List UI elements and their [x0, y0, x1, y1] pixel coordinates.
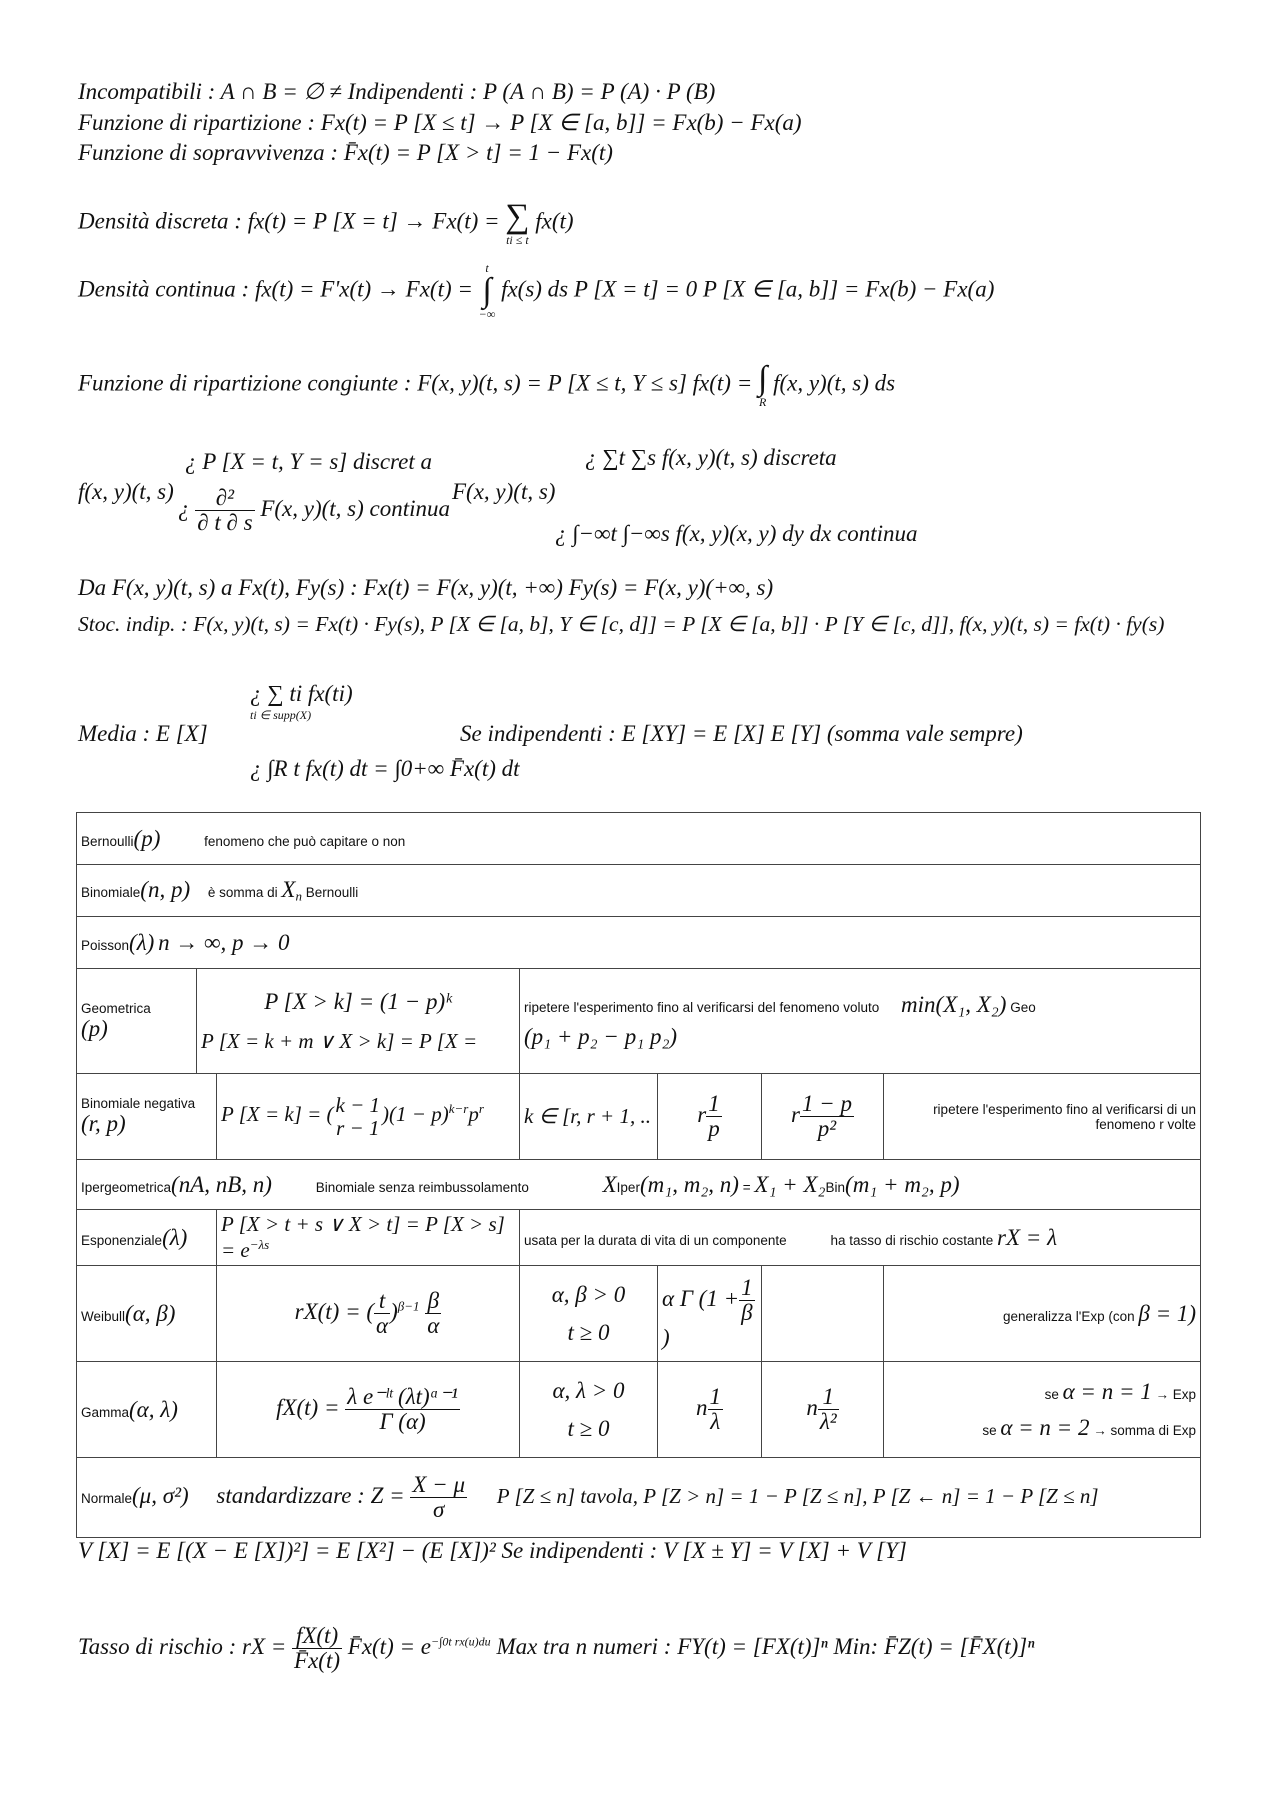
row-bernoulli	[77, 813, 1201, 865]
media-case2: ¿ ∫R t fx(t) dt = ∫0+∞ F̄x(t) dt	[250, 756, 520, 781]
gamma-mean-a: n	[696, 1394, 708, 1420]
weibull-frac1	[374, 1289, 390, 1338]
ripartizione-formula: Funzione di ripartizione : Fx(t) = P [X ≤ t] → P [X ∈ [a, b]] = Fx(b) − Fx(a)	[78, 109, 802, 135]
marginali-formula: Da F(x, y)(t, s) a Fx(t), Fy(s) : Fx(t) = F(x, y)(t, +∞) Fy(s) = F(x, y)(+∞, s)	[78, 575, 774, 600]
weibull-f-a: rX(t) =	[294, 1298, 361, 1324]
gamma-note1-a: se	[1044, 1386, 1059, 1402]
gamma-note2-b: α = n = 2	[1000, 1414, 1090, 1440]
integral-lower: R	[758, 395, 767, 409]
iper-args: (m₁, m₂, n)	[639, 1171, 739, 1197]
weibull-mean-den: β	[741, 1300, 753, 1325]
weibull-mean-a: α Γ (1 +	[662, 1285, 740, 1311]
distributions-table	[76, 812, 1201, 1538]
poisson-param: (λ)	[129, 929, 155, 955]
row-geometrica	[77, 969, 1201, 1074]
stoc-indip-formula: Stoc. indip. : F(x, y)(t, s) = Fx(t) · Fy(s), P [X ∈ [a, b], Y ∈ [c, d]] = P [X ∈ [a, b]] · P [Y ∈ [c, d]], f(x, y)(t, s) = fx(t) · fy(s)	[78, 612, 1165, 636]
integral-upper: t	[485, 261, 489, 275]
normale-name: Normale	[81, 1490, 133, 1506]
geometrica-name: Geometrica	[81, 1000, 151, 1016]
binneg-var	[762, 1074, 884, 1160]
gamma-mean-num: 1	[709, 1383, 721, 1409]
binneg-param: (r, p)	[81, 1111, 126, 1136]
tasso-max: Max tra n numeri : FY(t) = [FX(t)]ⁿ Min: F̄Z(t) = [F̄X(t)]ⁿ	[496, 1633, 1035, 1659]
normale-param: (μ, σ²)	[132, 1482, 189, 1508]
joint-f-case1: ¿ P [X = t, Y = s] discret a	[185, 449, 433, 474]
media-case1-text: ¿ ∑ ti fx(ti)	[250, 681, 353, 706]
iper-note: Binomiale senza reimbussolamento	[315, 1179, 529, 1195]
iper-name: Ipergeometrica	[81, 1179, 172, 1195]
bernoulli-param: (p)	[133, 825, 161, 851]
geometrica-param: (p)	[81, 1015, 108, 1041]
weibull-f-den2: α	[427, 1313, 440, 1338]
row-ipergeometrica	[77, 1160, 1201, 1210]
normale-std-num: X − μ	[412, 1471, 466, 1497]
binneg-var-frac	[800, 1092, 854, 1141]
iper-bin: Bin	[825, 1179, 846, 1195]
binomiale-name: Binomiale	[81, 884, 141, 900]
sum-symbol: ∑ ti ≤ t	[505, 198, 530, 247]
binneg-var-a: r	[791, 1101, 800, 1127]
binneg-pmf-sup2: r	[478, 1101, 484, 1117]
gamma-frac	[345, 1385, 460, 1434]
weibull-f-num2: β	[425, 1289, 441, 1314]
binom-bot: r − 1	[336, 1115, 380, 1140]
partial-rest: F(x, y)(t, s) continua	[260, 495, 451, 521]
normale-std-frac	[410, 1473, 467, 1522]
iper-label: Iper	[616, 1179, 640, 1195]
normale-tavola: P [Z ≤ n] tavola, P [Z > n] = 1 − P [Z ≤ n], P [Z ← n] = 1 − P [Z ≤ n]	[496, 1483, 1099, 1508]
exp-param: (λ)	[162, 1224, 188, 1250]
gamma-var-a: n	[806, 1394, 818, 1420]
binneg-mean-num: 1	[708, 1090, 720, 1116]
ripartizione-congiunte-formula	[78, 362, 895, 408]
integral-symbol: t ∫ −∞	[478, 261, 496, 321]
incompatibili-formula: Incompatibili : A ∩ B = ∅ ≠ Indipendenti : P (A ∩ B) = P (A) · P (B)	[78, 79, 716, 104]
binomiale-param: (n, p)	[140, 876, 191, 902]
gamma-f-num: λ e⁻ˡᵗ (λt)ᵅ⁻¹	[347, 1383, 458, 1409]
binneg-mean	[658, 1074, 762, 1160]
tasso-den: F̄x(t)	[294, 1648, 341, 1674]
gamma-density	[217, 1362, 520, 1458]
tasso-label: Tasso di rischio : rX =	[78, 1633, 287, 1659]
joint-f-case2: ¿ $\frac{\text{∂²}}{\partial t \partial s}$ F(x, y)(t, s) continua	[178, 485, 451, 536]
integral-lower: −∞	[478, 307, 496, 321]
binomiale-note-b: Bernoulli	[305, 884, 359, 900]
joint-f-label: f(x, y)(t, s)	[78, 479, 174, 504]
row-poisson	[77, 917, 1201, 969]
weibull-mean-num: 1	[741, 1274, 753, 1300]
tasso-rischio-formula	[78, 1624, 1034, 1673]
media-label: Media : E [X]	[78, 721, 208, 746]
poisson-name: Poisson	[81, 937, 130, 953]
binom-coef	[334, 1094, 383, 1138]
binneg-supp: k ∈ [r, r + 1, ..	[520, 1074, 658, 1160]
geometrica-min-note: Geo	[1010, 1000, 1036, 1015]
weibull-hazard: rX(t) = ( $\frac{t}{\alpha}$ )$^{\beta-1}$ $\frac{\beta}{\alpha}$	[217, 1266, 520, 1362]
sum-limit: ti ≤ t	[506, 233, 529, 247]
poisson-limit: n → ∞, p → 0	[158, 929, 290, 955]
binomiale-note-n: n	[295, 888, 302, 904]
partial-num: ∂²	[195, 486, 254, 511]
normale-std-den: σ	[433, 1497, 445, 1522]
row-binomiale	[77, 865, 1201, 917]
congiunte-right: f(x, y)(t, s) ds	[773, 370, 896, 396]
gamma-note1-c: → Exp	[1155, 1386, 1197, 1402]
normale-std-a: standardizzare : Z =	[216, 1482, 405, 1508]
formula-sheet-top	[78, 78, 1258, 170]
weibull-mean-frac	[739, 1276, 755, 1325]
tasso-num: fX(t)	[292, 1624, 342, 1649]
bernoulli-note: fenomeno che può capitare o non	[204, 833, 406, 849]
gamma-param: (α, λ)	[129, 1396, 178, 1422]
geometrica-min: min(X₁, X₂)	[901, 992, 1007, 1017]
tasso-frac	[292, 1624, 342, 1673]
gamma-mean	[658, 1362, 762, 1458]
media-case1-limit: ti ∈ supp(X)	[250, 707, 312, 722]
iper-rest: X₁ + X₂	[754, 1171, 826, 1197]
geometrica-note: ripetere l'esperimento fino al verificarsi del fenomeno voluto	[524, 1000, 880, 1015]
binneg-var-num: 1 − p	[801, 1090, 852, 1116]
gamma-note2-c: → somma di Exp	[1093, 1422, 1197, 1438]
partial-fraction	[195, 486, 254, 535]
iper-sum-x: X	[602, 1171, 617, 1197]
congiunte-left: Funzione di ripartizione congiunte : F(x, y)(t, s) = P [X ≤ t, Y ≤ s] fx(t) =	[78, 370, 753, 396]
exp-name: Esponenziale	[81, 1232, 163, 1248]
gamma-var-num: 1	[818, 1385, 839, 1410]
binneg-name: Binomiale negativa	[81, 1096, 196, 1111]
binneg-mean-frac	[706, 1092, 722, 1141]
discreta-left: Densità discreta : fx(t) = P [X = t] → Fx(t) =	[78, 208, 500, 234]
iper-param: (nA, nB, n)	[171, 1171, 272, 1197]
normale-std	[216, 1471, 472, 1522]
geometrica-min-param: (p₁ + p₂ − p₁ p₂)	[524, 1024, 678, 1049]
gamma-f-a: fX(t) =	[276, 1394, 340, 1420]
row-gamma	[77, 1362, 1201, 1458]
exp-note2: ha tasso di rischio costante	[830, 1232, 994, 1248]
row-binomiale-negativa	[77, 1074, 1201, 1160]
gamma-note2-a: se	[982, 1422, 997, 1438]
integral-symbol: ∫ R	[757, 360, 768, 409]
iper-eq: =	[742, 1179, 751, 1195]
varianza-formula: V [X] = E [(X − E [X])²] = E [X²] − (E [X])² Se indipendenti : V [X ± Y] = V [X] + V [Y]	[78, 1538, 907, 1563]
gamma-var	[762, 1362, 884, 1458]
binneg-mean-den: p	[708, 1116, 720, 1141]
iper-bin-args: (m₁ + m₂, p)	[845, 1171, 960, 1197]
row-weibull	[77, 1266, 1201, 1362]
gamma-name: Gamma	[81, 1404, 130, 1420]
joint-F-label: F(x, y)(t, s)	[452, 479, 556, 504]
gamma-mean-den: λ	[710, 1409, 721, 1434]
media-indip: Se indipendenti : E [XY] = E [X] E [Y] (somma vale sempre)	[460, 721, 1023, 746]
weibull-param: (α, β)	[125, 1300, 176, 1326]
exp-formula-sup: −λs	[249, 1237, 270, 1252]
exp-note: usata per la durata di vita di un componente	[524, 1232, 787, 1248]
sopravvivenza-formula: Funzione di sopravvivenza : F̄x(t) = P [X > t] = 1 − Fx(t)	[78, 140, 613, 166]
binneg-var-den: p²	[817, 1116, 837, 1141]
weibull-frac2	[425, 1289, 441, 1338]
gamma-cond2: t ≥ 0	[567, 1415, 610, 1441]
binneg-note: ripetere l'esperimento fino al verificarsi di un fenomeno r volte	[884, 1074, 1201, 1160]
joint-F-case1: ¿ ∑t ∑s f(x, y)(t, s) discreta	[585, 445, 837, 470]
exp-r: rX = λ	[997, 1224, 1058, 1250]
continua-left: Densità continua : fx(t) = F'x(t) → Fx(t) =	[78, 276, 473, 302]
weibull-note-b: β = 1)	[1138, 1300, 1197, 1326]
weibull-f-num: t	[374, 1289, 390, 1314]
binneg-pmf-sup: k−r	[448, 1101, 469, 1117]
media-case1	[250, 680, 353, 722]
discreta-right: fx(t)	[535, 208, 574, 234]
densita-continua-formula	[78, 262, 994, 320]
geometrica-f2: P [X = k + m ∨ X > k] = P [X =	[201, 1028, 478, 1053]
binneg-pmf: P [X = k] = ( k − 1 r − 1 )$(1 - p)^{k-r}p^r$	[217, 1074, 520, 1160]
row-normale	[77, 1458, 1201, 1538]
tasso-surv: F̄x(t) = e	[347, 1633, 431, 1659]
continua-right: fx(s) ds P [X = t] = 0 P [X ∈ [a, b]] = Fx(b) − Fx(a)	[501, 276, 995, 302]
binneg-pmf-a: P [X = k] =	[221, 1102, 322, 1127]
binomiale-note-x: X	[281, 876, 296, 902]
geometrica-f1: P [X > k] = (1 − p)ᵏ	[264, 988, 452, 1014]
gamma-var-frac	[818, 1385, 839, 1434]
row-esponenziale	[77, 1210, 1201, 1266]
weibull-cond1: α, β > 0	[551, 1281, 626, 1307]
weibull-mean: α Γ (1 + $\frac{1}{\beta}$ )	[658, 1266, 762, 1362]
gamma-mean-frac	[708, 1385, 724, 1434]
densita-discreta-formula	[78, 200, 574, 246]
weibull-cond2: t ≥ 0	[567, 1319, 610, 1345]
binneg-mean-a: r	[697, 1101, 707, 1127]
weibull-f-den: α	[376, 1313, 389, 1338]
tasso-exp: −∫0t rx(u)du	[430, 1634, 491, 1649]
gamma-note1-b: α = n = 1	[1062, 1378, 1152, 1404]
exp-formula-a: P [X > t + s ∨ X > t] = P [X > s] = e	[221, 1212, 505, 1262]
weibull-note: generalizza l'Exp (con	[1002, 1308, 1135, 1324]
partial-den: ∂ t ∂ s	[197, 510, 253, 536]
weibull-f-sup: β−1	[397, 1298, 420, 1314]
binneg-pmf-b: (1 − p)	[389, 1102, 449, 1127]
gamma-cond1: α, λ > 0	[552, 1377, 625, 1403]
weibull-name: Weibull	[81, 1308, 126, 1324]
bernoulli-name: Bernoulli	[81, 833, 134, 849]
joint-F-case2: ¿ ∫−∞t ∫−∞s f(x, y)(x, y) dy dx continua	[555, 521, 918, 546]
binneg-pmf-c: p	[468, 1102, 479, 1127]
gamma-f-den: Γ (α)	[379, 1409, 426, 1434]
exp-formula	[217, 1210, 520, 1266]
gamma-var-den: λ²	[819, 1409, 837, 1434]
binomiale-note-a: è somma di	[207, 884, 278, 900]
binom-top: k − 1	[335, 1093, 381, 1118]
